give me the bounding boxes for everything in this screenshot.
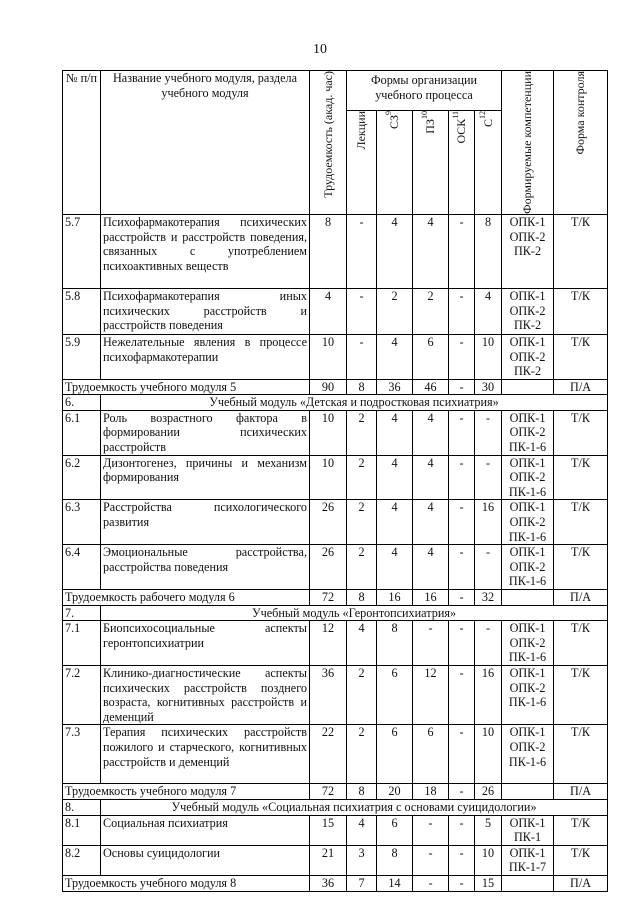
table-row [63, 410, 608, 455]
total-pz: 18 [413, 784, 449, 800]
total-label: Трудоемкость учебного модуля 8 [63, 875, 310, 891]
control-cell: Т/К [554, 545, 608, 590]
competency-code: ПК-1-6 [508, 484, 547, 499]
pz-cell: 2 [413, 288, 449, 334]
s-cell: 8 [475, 214, 502, 288]
lectures-cell: 2 [347, 665, 377, 724]
hours-cell: 10 [310, 410, 347, 455]
row-number: 6.3 [63, 500, 101, 545]
header-name: Название учебного модуля, раздела учебного модуля [101, 71, 310, 215]
table-row [63, 815, 608, 845]
module-total-row [63, 590, 608, 606]
table-row [63, 288, 608, 334]
competency-code: ПК-1-6 [508, 754, 547, 769]
row-number: 7.2 [63, 665, 101, 724]
competencies-cell [502, 725, 554, 784]
osk-cell: - [449, 455, 475, 500]
competency-code: ПК-1-6 [508, 695, 547, 710]
osk-cell: - [449, 334, 475, 379]
section-title: Учебный модуль «Социальная психиатрия с основами суицидологии» [101, 799, 608, 815]
pz-cell: 4 [413, 500, 449, 545]
row-number: 5.7 [63, 214, 101, 288]
total-competencies [502, 875, 554, 891]
sz-cell: 4 [377, 214, 413, 288]
hours-cell: 12 [310, 621, 347, 666]
pz-cell: 4 [413, 545, 449, 590]
total-control: П/А [554, 875, 608, 891]
section-number: 8. [63, 799, 101, 815]
control-cell: Т/К [554, 334, 608, 379]
header-lectures: Лекции [347, 111, 377, 215]
total-competencies [502, 590, 554, 606]
total-control: П/А [554, 379, 608, 395]
row-title: Социальная психиатрия [101, 815, 310, 845]
total-s: 32 [475, 590, 502, 606]
competency-code: ПК-1-6 [508, 650, 547, 665]
table-row [63, 455, 608, 500]
osk-cell: - [449, 288, 475, 334]
table-row [63, 845, 608, 875]
row-title: Психофармакотерапия иных психических расстройств и расстройств поведения [101, 288, 310, 334]
header-osk: ОСК$^{11}$ [449, 111, 475, 215]
s-cell: 10 [475, 334, 502, 379]
hours-cell: 36 [310, 665, 347, 724]
total-lectures: 8 [347, 379, 377, 395]
total-sz: 36 [377, 379, 413, 395]
competency-code: ПК-1 [513, 830, 542, 845]
competencies-cell [502, 545, 554, 590]
module-total-row [63, 875, 608, 891]
control-cell: Т/К [554, 845, 608, 875]
competencies-cell [502, 410, 554, 455]
pz-cell: 4 [413, 214, 449, 288]
competency-code: ОПК-1 [509, 334, 546, 349]
competency-code: ОПК-1 [509, 665, 546, 680]
lectures-cell: 4 [347, 621, 377, 666]
competency-code: ОПК-1 [509, 545, 546, 560]
competency-code: ОПК-2 [509, 303, 546, 318]
control-cell: Т/К [554, 500, 608, 545]
lectures-cell: - [347, 214, 377, 288]
row-number: 7.3 [63, 725, 101, 784]
lectures-cell: - [347, 334, 377, 379]
table-row [63, 665, 608, 724]
lectures-cell: 2 [347, 410, 377, 455]
total-osk: - [449, 875, 475, 891]
row-title: Нежелательные явления в процессе психофармакотерапии [101, 334, 310, 379]
curriculum-table [62, 70, 608, 892]
header-control: Форма контроля [554, 71, 608, 215]
competencies-cell [502, 214, 554, 288]
section-title: Учебный модуль «Геронтопсихиатрия» [101, 605, 608, 621]
hours-cell: 15 [310, 815, 347, 845]
lectures-cell: 2 [347, 545, 377, 590]
row-number: 5.8 [63, 288, 101, 334]
row-title: Основы суицидологии [101, 845, 310, 875]
row-title: Биопсихосоциальные аспекты геронтопсихиатрии [101, 621, 310, 666]
total-label: Трудоемкость учебного модуля 7 [63, 784, 310, 800]
pz-cell: - [413, 621, 449, 666]
sz-cell: 8 [377, 621, 413, 666]
header-s: $С^{12}$ [475, 111, 502, 215]
sz-cell: 2 [377, 288, 413, 334]
sz-cell: 4 [377, 455, 413, 500]
competency-code: ПК-2 [513, 318, 542, 333]
osk-cell: - [449, 725, 475, 784]
control-cell: Т/К [554, 410, 608, 455]
competencies-cell [502, 288, 554, 334]
competency-code: ОПК-2 [509, 739, 546, 754]
header-num: № п/п [63, 71, 101, 215]
osk-cell: - [449, 500, 475, 545]
competencies-cell [502, 500, 554, 545]
total-s: 30 [475, 379, 502, 395]
competency-code: ОПК-2 [509, 229, 546, 244]
competency-code: ОПК-2 [509, 680, 546, 695]
pz-cell: 4 [413, 410, 449, 455]
table-row [63, 214, 608, 288]
header-hours: Трудоемкость (акад. час) [310, 71, 347, 215]
lectures-cell: - [347, 288, 377, 334]
row-title: Расстройства психологического развития [101, 500, 310, 545]
competency-code: ОПК-1 [509, 725, 546, 740]
hours-cell: 26 [310, 500, 347, 545]
osk-cell: - [449, 621, 475, 666]
competencies-cell [502, 845, 554, 875]
s-cell: 16 [475, 500, 502, 545]
total-pz: 16 [413, 590, 449, 606]
hours-cell: 10 [310, 334, 347, 379]
total-hours: 36 [310, 875, 347, 891]
row-title: Клинико-диагностические аспекты психических расстройств позднего возраста, когнитивных расстройств и деменций [101, 665, 310, 724]
control-cell: Т/К [554, 621, 608, 666]
sz-cell: 4 [377, 500, 413, 545]
competencies-cell [502, 665, 554, 724]
osk-cell: - [449, 815, 475, 845]
row-number: 7.1 [63, 621, 101, 666]
s-cell: 5 [475, 815, 502, 845]
hours-cell: 10 [310, 455, 347, 500]
s-cell: - [475, 410, 502, 455]
control-cell: Т/К [554, 288, 608, 334]
lectures-cell: 2 [347, 500, 377, 545]
competency-code: ПК-2 [513, 244, 542, 259]
row-title: Роль возрастного фактора в формировании психических расстройств [101, 410, 310, 455]
competency-code: ПК-1-6 [508, 574, 547, 589]
total-competencies [502, 784, 554, 800]
osk-cell: - [449, 214, 475, 288]
total-sz: 14 [377, 875, 413, 891]
competency-code: ОПК-1 [509, 815, 546, 830]
module-section-row [63, 395, 608, 411]
total-competencies [502, 379, 554, 395]
row-number: 8.2 [63, 845, 101, 875]
row-title: Психофармакотерапия психических расстройств и расстройств поведения, связанных с употреблением психоактивных веществ [101, 214, 310, 288]
osk-cell: - [449, 410, 475, 455]
lectures-cell: 2 [347, 725, 377, 784]
module-section-row [63, 799, 608, 815]
s-cell: - [475, 545, 502, 590]
competency-code: ОПК-2 [509, 515, 546, 530]
pz-cell: 4 [413, 455, 449, 500]
control-cell: Т/К [554, 455, 608, 500]
hours-cell: 8 [310, 214, 347, 288]
pz-cell: 12 [413, 665, 449, 724]
row-number: 8.1 [63, 815, 101, 845]
total-control: П/А [554, 784, 608, 800]
sz-cell: 4 [377, 334, 413, 379]
row-number: 6.2 [63, 455, 101, 500]
total-label: Трудоемкость рабочего модуля 6 [63, 590, 310, 606]
total-pz: 46 [413, 379, 449, 395]
competency-code: ОПК-2 [509, 425, 546, 440]
table-row [63, 545, 608, 590]
table-body [63, 214, 608, 891]
total-label: Трудоемкость учебного модуля 5 [63, 379, 310, 395]
table-row [63, 621, 608, 666]
competency-code: ОПК-1 [509, 410, 546, 425]
s-cell: 10 [475, 845, 502, 875]
header-pz: ПЗ$^{10}$ [413, 111, 449, 215]
header-forms-group: Формы организации учебного процесса [347, 71, 502, 111]
total-sz: 16 [377, 590, 413, 606]
page-number: 10 [313, 42, 327, 57]
s-cell: 10 [475, 725, 502, 784]
hours-cell: 26 [310, 545, 347, 590]
control-cell: Т/К [554, 725, 608, 784]
table-row [63, 334, 608, 379]
competency-code: ПК-1-6 [508, 440, 547, 455]
module-total-row [63, 784, 608, 800]
competency-code: ОПК-1 [509, 288, 546, 303]
pz-cell: - [413, 845, 449, 875]
total-control: П/А [554, 590, 608, 606]
pz-cell: 6 [413, 725, 449, 784]
competency-code: ОПК-1 [509, 455, 546, 470]
section-number: 7. [63, 605, 101, 621]
competency-code: ОПК-1 [509, 621, 546, 636]
competency-code: ПК-1-6 [508, 529, 547, 544]
s-cell: 4 [475, 288, 502, 334]
sz-cell: 8 [377, 845, 413, 875]
row-title: Эмоциональные расстройства, расстройства поведения [101, 545, 310, 590]
total-pz: - [413, 875, 449, 891]
competency-code: ОПК-1 [509, 500, 546, 515]
total-s: 15 [475, 875, 502, 891]
total-hours: 72 [310, 784, 347, 800]
row-number: 5.9 [63, 334, 101, 379]
control-cell: Т/К [554, 815, 608, 845]
competencies-cell [502, 334, 554, 379]
row-number: 6.4 [63, 545, 101, 590]
sz-cell: 6 [377, 665, 413, 724]
competency-code: ОПК-2 [509, 559, 546, 574]
total-lectures: 8 [347, 590, 377, 606]
competencies-cell [502, 455, 554, 500]
competency-code: ОПК-2 [509, 635, 546, 650]
sz-cell: 6 [377, 725, 413, 784]
osk-cell: - [449, 845, 475, 875]
section-number: 6. [63, 395, 101, 411]
lectures-cell: 3 [347, 845, 377, 875]
osk-cell: - [449, 665, 475, 724]
sz-cell: 4 [377, 410, 413, 455]
s-cell: 16 [475, 665, 502, 724]
row-number: 6.1 [63, 410, 101, 455]
s-cell: - [475, 621, 502, 666]
pz-cell: - [413, 815, 449, 845]
total-lectures: 8 [347, 784, 377, 800]
competency-code: ОПК-2 [509, 470, 546, 485]
control-cell: Т/К [554, 214, 608, 288]
pz-cell: 6 [413, 334, 449, 379]
control-cell: Т/К [554, 665, 608, 724]
total-hours: 72 [310, 590, 347, 606]
table-header [63, 71, 608, 215]
header-competencies: Формируемые компетенции [502, 71, 554, 215]
competency-code: ОПК-1 [509, 214, 546, 229]
lectures-cell: 4 [347, 815, 377, 845]
competency-code: ОПК-1 [509, 845, 546, 860]
total-sz: 20 [377, 784, 413, 800]
hours-cell: 22 [310, 725, 347, 784]
row-title: Дизонтогенез, причины и механизм формирования [101, 455, 310, 500]
hours-cell: 21 [310, 845, 347, 875]
total-lectures: 7 [347, 875, 377, 891]
row-title: Терапия психических расстройств пожилого и старческого, когнитивных расстройств и деменций [101, 725, 310, 784]
total-osk: - [449, 784, 475, 800]
total-osk: - [449, 379, 475, 395]
competencies-cell [502, 815, 554, 845]
sz-cell: 6 [377, 815, 413, 845]
total-osk: - [449, 590, 475, 606]
s-cell: - [475, 455, 502, 500]
lectures-cell: 2 [347, 455, 377, 500]
competency-code: ОПК-2 [509, 349, 546, 364]
competency-code: ПК-1-7 [508, 860, 547, 875]
competencies-cell [502, 621, 554, 666]
total-hours: 90 [310, 379, 347, 395]
table-row [63, 725, 608, 784]
section-title: Учебный модуль «Детская и подростковая психиатрия» [101, 395, 608, 411]
sz-cell: 4 [377, 545, 413, 590]
header-sz: $СЗ^9$ [377, 111, 413, 215]
table-row [63, 500, 608, 545]
module-total-row [63, 379, 608, 395]
total-s: 26 [475, 784, 502, 800]
hours-cell: 4 [310, 288, 347, 334]
competency-code: ПК-2 [513, 364, 542, 379]
osk-cell: - [449, 545, 475, 590]
module-section-row [63, 605, 608, 621]
